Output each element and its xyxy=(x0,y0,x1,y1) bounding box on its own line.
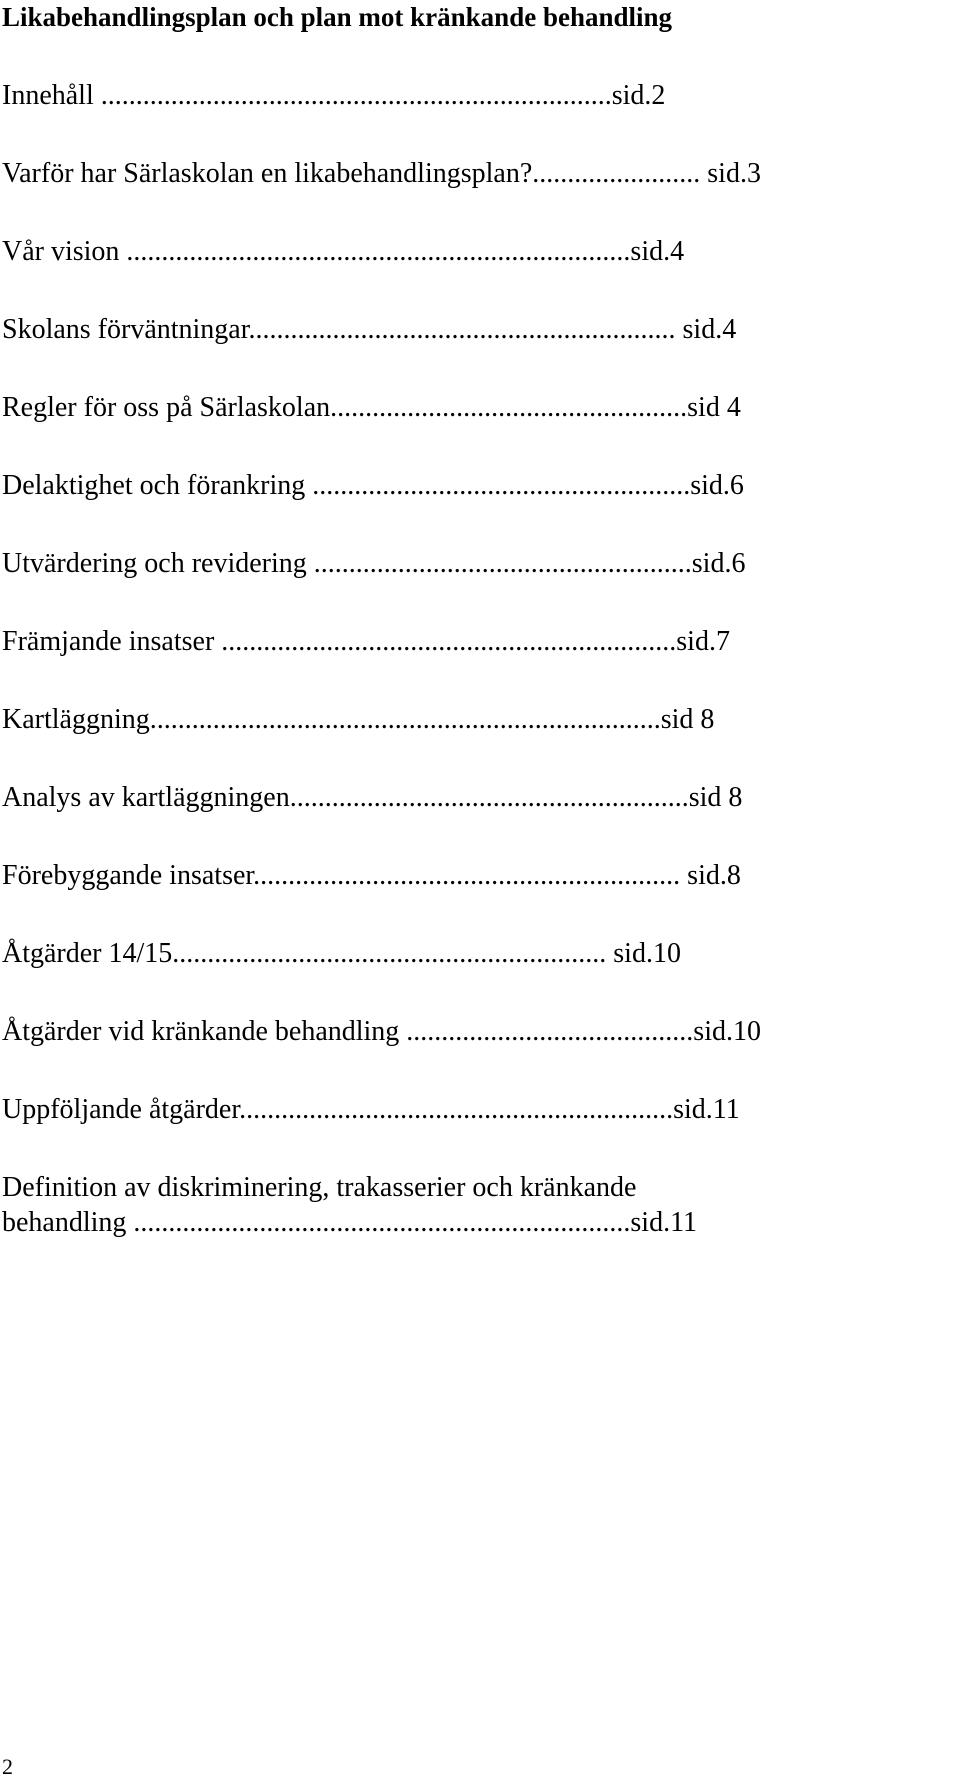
toc-entry-skolans-forvantningar: Skolans förväntningar............................................................. sid.4 xyxy=(2,314,737,345)
toc-entry-atgarder-krankande: Åtgärder vid kränkande behandling .........................................sid.10 xyxy=(2,1016,761,1047)
page-title: Likabehandlingsplan och plan mot kränkande behandling xyxy=(2,2,673,32)
toc-entry-uppfoljande: Uppföljande åtgärder..............................................................sid.11 xyxy=(2,1094,740,1125)
toc-entry-framjande: Främjande insatser .................................................................sid.7 xyxy=(2,626,730,657)
toc-entry-analys: Analys av kartläggningen.........................................................sid 8 xyxy=(2,782,743,813)
page-number: 2 xyxy=(2,1754,13,1779)
toc-entry-innehall: Innehåll .........................................................................sid.2 xyxy=(2,80,666,111)
toc-entry-definition-cont: behandling .......................................................................sid.11 xyxy=(2,1207,698,1238)
toc-entry-regler: Regler för oss på Särlaskolan...................................................sid 4 xyxy=(2,392,741,423)
toc-entry-atgarder-1415: Åtgärder 14/15.............................................................. sid.10 xyxy=(2,938,681,969)
toc-entry-delaktighet: Delaktighet och förankring ......................................................sid.6 xyxy=(2,470,744,501)
toc-entry-forebyggande: Förebyggande insatser............................................................. sid.8 xyxy=(2,860,741,891)
toc-entry-var-vision: Vår vision ........................................................................sid.4 xyxy=(2,236,685,267)
toc-entry-definition: Definition av diskriminering, trakasserier och kränkande xyxy=(2,1172,637,1203)
toc-entry-varfor: Varför har Särlaskolan en likabehandlingsplan?........................ sid.3 xyxy=(2,158,761,189)
toc-entry-utvardering: Utvärdering och revidering ......................................................sid.6 xyxy=(2,548,746,579)
toc-entry-kartlaggning: Kartläggning.........................................................................sid 8 xyxy=(2,704,715,735)
